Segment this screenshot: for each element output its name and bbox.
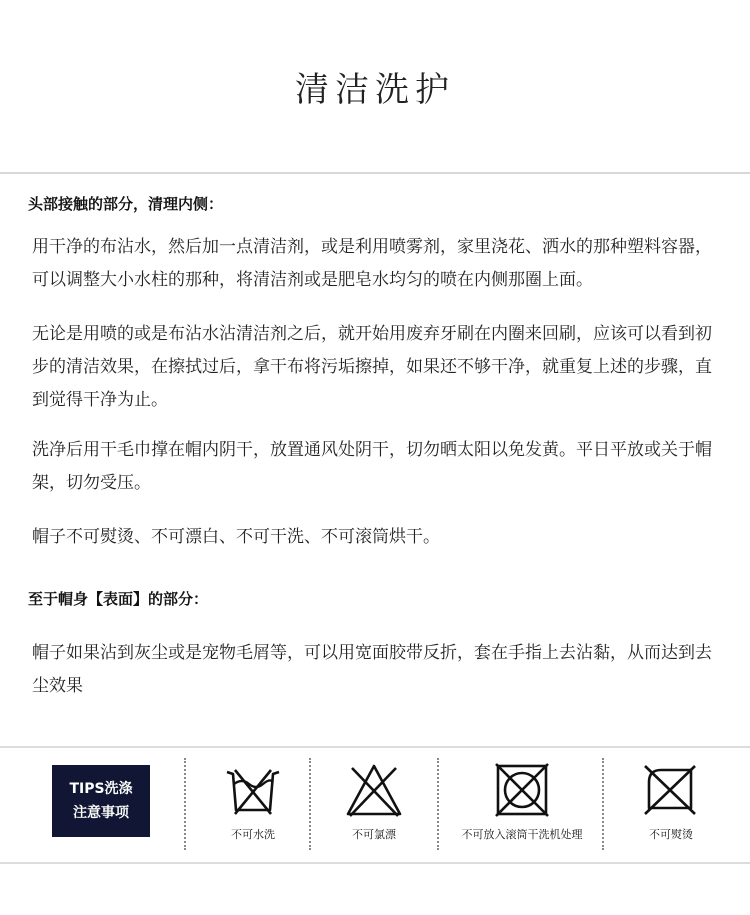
no-iron-icon	[641, 760, 701, 820]
care-item-no-wash	[188, 760, 318, 842]
paragraph-inner-2: 无论是用喷的或是布沾水沾清洁剂之后，就开始用废弃牙刷在内圈来回刷，应该可以看到初步的清洁效果，在擦拭过后，拿干布将污垢擦掉，如果还不够干净，就重复上述的步骤，直到觉得干净为止。	[32, 324, 712, 410]
section-heading-inner: 头部接触的部分，清理内侧：	[28, 195, 224, 213]
care-item-no-tumble	[452, 760, 592, 842]
paragraph-inner-3: 洗净后用干毛巾撑在帽内阴干，放置通风处阴干，切勿晒太阳以免发黄。平日平放或关于帽架，切勿受压。	[32, 440, 712, 493]
section-heading-surface: 至于帽身【表面】的部分：	[28, 590, 209, 608]
care-label: 不可熨烫	[649, 828, 693, 841]
care-label: 不可放入滚筒干洗机处理	[461, 828, 583, 841]
no-tumble-dry-icon	[492, 760, 552, 820]
care-bottom-divider	[0, 862, 750, 864]
paragraph-surface-1: 帽子如果沾到灰尘或是宠物毛屑等，可以用宽面胶带反折，套在手指上去沾黏，从而达到去尘效果	[32, 643, 712, 696]
paragraph-inner-4: 帽子不可熨烫、不可漂白、不可干洗、不可滚筒烘干。	[32, 527, 440, 547]
no-bleach-icon	[344, 760, 404, 820]
care-label: 不可氯漂	[352, 828, 396, 841]
dotted-divider	[437, 758, 439, 850]
tips-badge	[52, 765, 150, 837]
top-divider	[0, 172, 750, 174]
care-item-no-bleach	[309, 760, 439, 842]
tips-line2: 注意事项	[73, 805, 129, 821]
no-wash-icon	[223, 760, 283, 820]
care-top-divider	[0, 746, 750, 748]
dotted-divider	[602, 758, 604, 850]
paragraph-inner-1: 用干净的布沾水，然后加一点清洁剂，或是利用喷雾剂，家里浇花、洒水的那种塑料容器，可以调整大小水柱的那种，将清洁剂或是肥皂水均匀的喷在内侧那圈上面。	[32, 237, 712, 290]
care-item-no-iron	[606, 760, 736, 842]
dotted-divider	[184, 758, 186, 850]
care-label: 不可水洗	[231, 828, 275, 841]
page-title: 清洁洗护	[295, 70, 455, 110]
tips-line1: TIPS洗涤	[69, 781, 133, 797]
